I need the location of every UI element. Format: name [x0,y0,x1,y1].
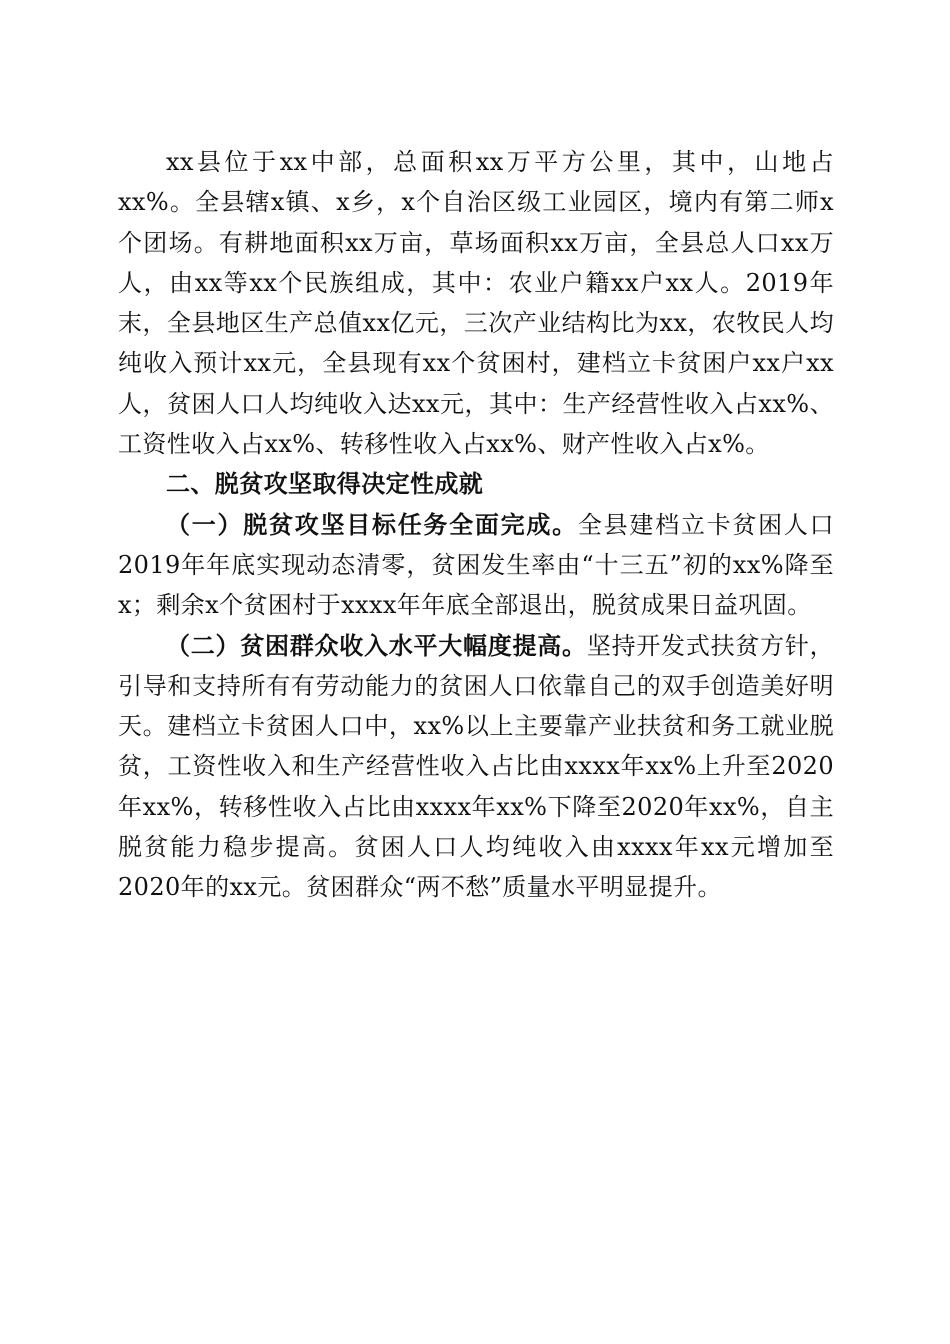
section-heading: 二、脱贫攻坚取得决定性成就 [166,470,484,499]
document-body [118,142,834,908]
intro-paragraph: xx县位于xx中部，总面积xx万平方公里，其中，山地占xx%。全县辖x镇、x乡，x个自治区级工业园区，境内有第二师x个团场。有耕地面积xx万亩，草场面积xx万亩，全县总人口xx万人，由xx等xx个民族组成，其中：农业户籍xx户xx人。2019年末，全县地区生产总值xx亿元，三次产业结构比为xx，农牧民人均纯收入预计xx元，全县现有xx个贫困村，建档立卡贫困户xx户xx人，贫困人口人均纯收入达xx元，其中：生产经营性收入占xx%、工资性收入占xx%、转移性收入占xx%、财产性收入占x%。 [118,148,834,459]
item-1-body: 全县建档立卡贫困人口2019年年底实现动态清零，贫困发生率由“十三五”初的xx%降至x；剩余x个贫困村于xxxx年年底全部退出，脱贫成果日益巩固。 [118,510,834,620]
item-2-body: 坚持开发式扶贫方针，引导和支持所有有劳动能力的贫困人口依靠自己的双手创造美好明天。建档立卡贫困人口中，xx%以上主要靠产业扶贫和务工就业脱贫，工资性收入和生产经营性收入占比由xxxx年xx%上升至2020年xx%，转移性收入占比由xxxx年xx%下降至2020年xx%，自主脱贫能力稳步提高。贫困人口人均纯收入由xxxx年xx元增加至2020年的xx元。贫困群众“两不愁”质量水平明显提升。 [118,631,834,902]
item-2-paragraph [118,626,834,908]
item-1-lead: （一）脱贫攻坚目标任务全面完成。 [166,509,578,539]
item-1-paragraph [118,505,834,626]
item-2-lead: （二）贫困群众收入水平大幅度提高。 [166,630,587,660]
